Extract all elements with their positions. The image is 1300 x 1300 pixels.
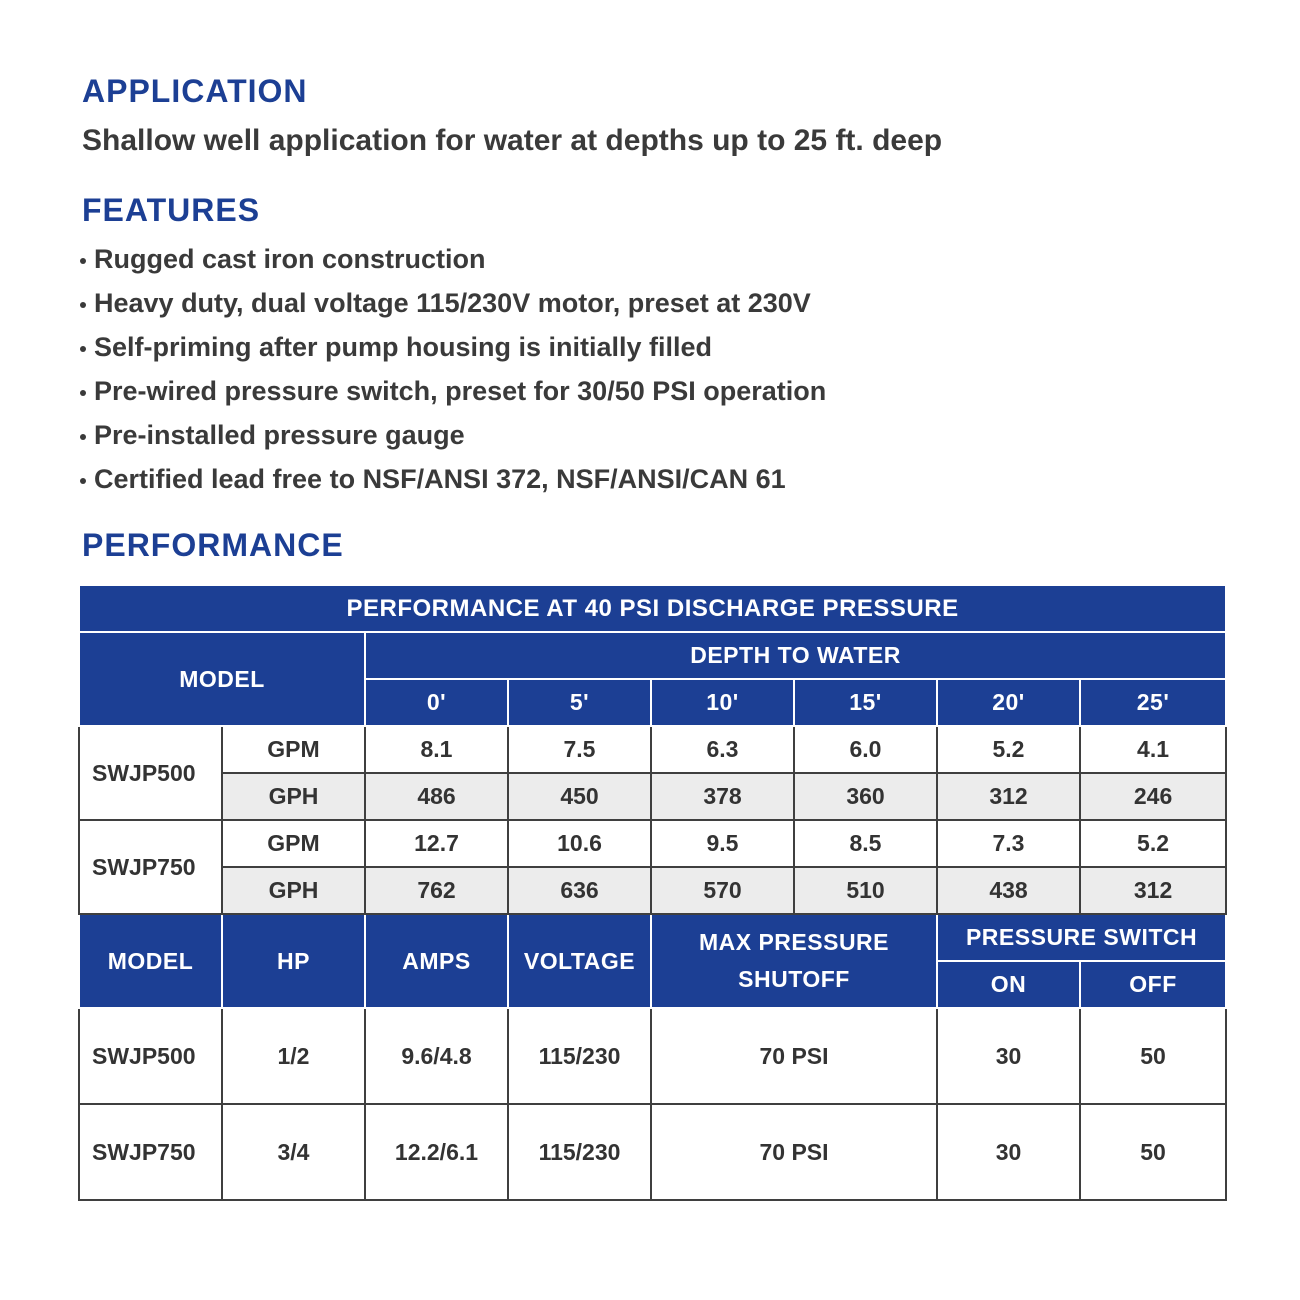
feature-text: Rugged cast iron construction (94, 244, 486, 274)
unit-label: GPH (222, 773, 365, 820)
flow-value: 636 (508, 867, 651, 914)
bullet-icon (80, 258, 86, 264)
flow-value: 10.6 (508, 820, 651, 867)
unit-label: GPH (222, 867, 365, 914)
table-row (79, 1104, 1226, 1200)
feature-text: Pre-wired pressure switch, preset for 30/50 PSI operation (94, 376, 827, 406)
model-name: SWJP750 (79, 820, 222, 914)
amps-value: 9.6/4.8 (365, 1008, 508, 1104)
flow-value: 312 (1080, 867, 1226, 914)
flow-value: 378 (651, 773, 794, 820)
depth-col-header: 20' (937, 679, 1080, 726)
feature-text: Certified lead free to NSF/ANSI 372, NSF/ANSI/CAN 61 (94, 464, 786, 494)
table-row (79, 726, 1226, 773)
feature-item (80, 325, 826, 369)
flow-value: 762 (365, 867, 508, 914)
unit-label: GPM (222, 820, 365, 867)
flow-value: 360 (794, 773, 937, 820)
depth-col-header: 0' (365, 679, 508, 726)
table-row (79, 867, 1226, 914)
flow-value: 570 (651, 867, 794, 914)
feature-item (80, 237, 826, 281)
feature-item (80, 369, 826, 413)
switch-off-value: 50 (1080, 1008, 1226, 1104)
voltage-header: VOLTAGE (508, 914, 651, 1008)
feature-text: Heavy duty, dual voltage 115/230V motor, preset at 230V (94, 288, 811, 318)
feature-text: Self-priming after pump housing is initially filled (94, 332, 713, 362)
hp-header: HP (222, 914, 365, 1008)
features-heading: FEATURES (82, 192, 261, 228)
table-row (79, 773, 1226, 820)
features-list (80, 237, 826, 501)
feature-item (80, 281, 826, 325)
max-pressure-header: MAX PRESSURE SHUTOFF (651, 914, 937, 1008)
max-pressure-value: 70 PSI (651, 1008, 937, 1104)
depth-header: DEPTH TO WATER (365, 632, 1226, 679)
feature-item (80, 457, 826, 501)
table-row (79, 1008, 1226, 1104)
flow-value: 5.2 (1080, 820, 1226, 867)
flow-value: 312 (937, 773, 1080, 820)
model-name: SWJP750 (79, 1104, 222, 1200)
flow-value: 8.1 (365, 726, 508, 773)
flow-value: 6.3 (651, 726, 794, 773)
unit-label: GPM (222, 726, 365, 773)
hp-value: 3/4 (222, 1104, 365, 1200)
switch-on-value: 30 (937, 1104, 1080, 1200)
voltage-value: 115/230 (508, 1104, 651, 1200)
depth-col-header: 25' (1080, 679, 1226, 726)
flow-value: 6.0 (794, 726, 937, 773)
switch-off-value: 50 (1080, 1104, 1226, 1200)
max-pressure-value: 70 PSI (651, 1104, 937, 1200)
bullet-icon (80, 478, 86, 484)
bullet-icon (80, 346, 86, 352)
hp-value: 1/2 (222, 1008, 365, 1104)
flow-value: 7.5 (508, 726, 651, 773)
model-name: SWJP500 (79, 1008, 222, 1104)
flow-value: 9.5 (651, 820, 794, 867)
application-heading: APPLICATION (82, 73, 308, 109)
flow-value: 8.5 (794, 820, 937, 867)
switch-on-header: ON (937, 961, 1080, 1008)
model-header: MODEL (79, 632, 365, 726)
flow-value: 510 (794, 867, 937, 914)
flow-value: 7.3 (937, 820, 1080, 867)
voltage-value: 115/230 (508, 1008, 651, 1104)
depth-col-header: 10' (651, 679, 794, 726)
performance-heading: PERFORMANCE (82, 527, 344, 563)
spec-model-header: MODEL (79, 914, 222, 1008)
pressure-switch-header: PRESSURE SWITCH (937, 914, 1226, 961)
performance-table (78, 584, 1227, 1201)
depth-col-header: 5' (508, 679, 651, 726)
bullet-icon (80, 434, 86, 440)
flow-value: 5.2 (937, 726, 1080, 773)
bullet-icon (80, 302, 86, 308)
switch-off-header: OFF (1080, 961, 1226, 1008)
table-row (79, 820, 1226, 867)
flow-value: 12.7 (365, 820, 508, 867)
amps-header: AMPS (365, 914, 508, 1008)
amps-value: 12.2/6.1 (365, 1104, 508, 1200)
model-name: SWJP500 (79, 726, 222, 820)
feature-item (80, 413, 826, 457)
bullet-icon (80, 390, 86, 396)
table-title: PERFORMANCE AT 40 PSI DISCHARGE PRESSURE (79, 585, 1226, 632)
flow-value: 4.1 (1080, 726, 1226, 773)
flow-value: 450 (508, 773, 651, 820)
feature-text: Pre-installed pressure gauge (94, 420, 465, 450)
flow-value: 486 (365, 773, 508, 820)
depth-col-header: 15' (794, 679, 937, 726)
flow-value: 246 (1080, 773, 1226, 820)
flow-value: 438 (937, 867, 1080, 914)
application-text: Shallow well application for water at depths up to 25 ft. deep (82, 124, 943, 157)
switch-on-value: 30 (937, 1008, 1080, 1104)
